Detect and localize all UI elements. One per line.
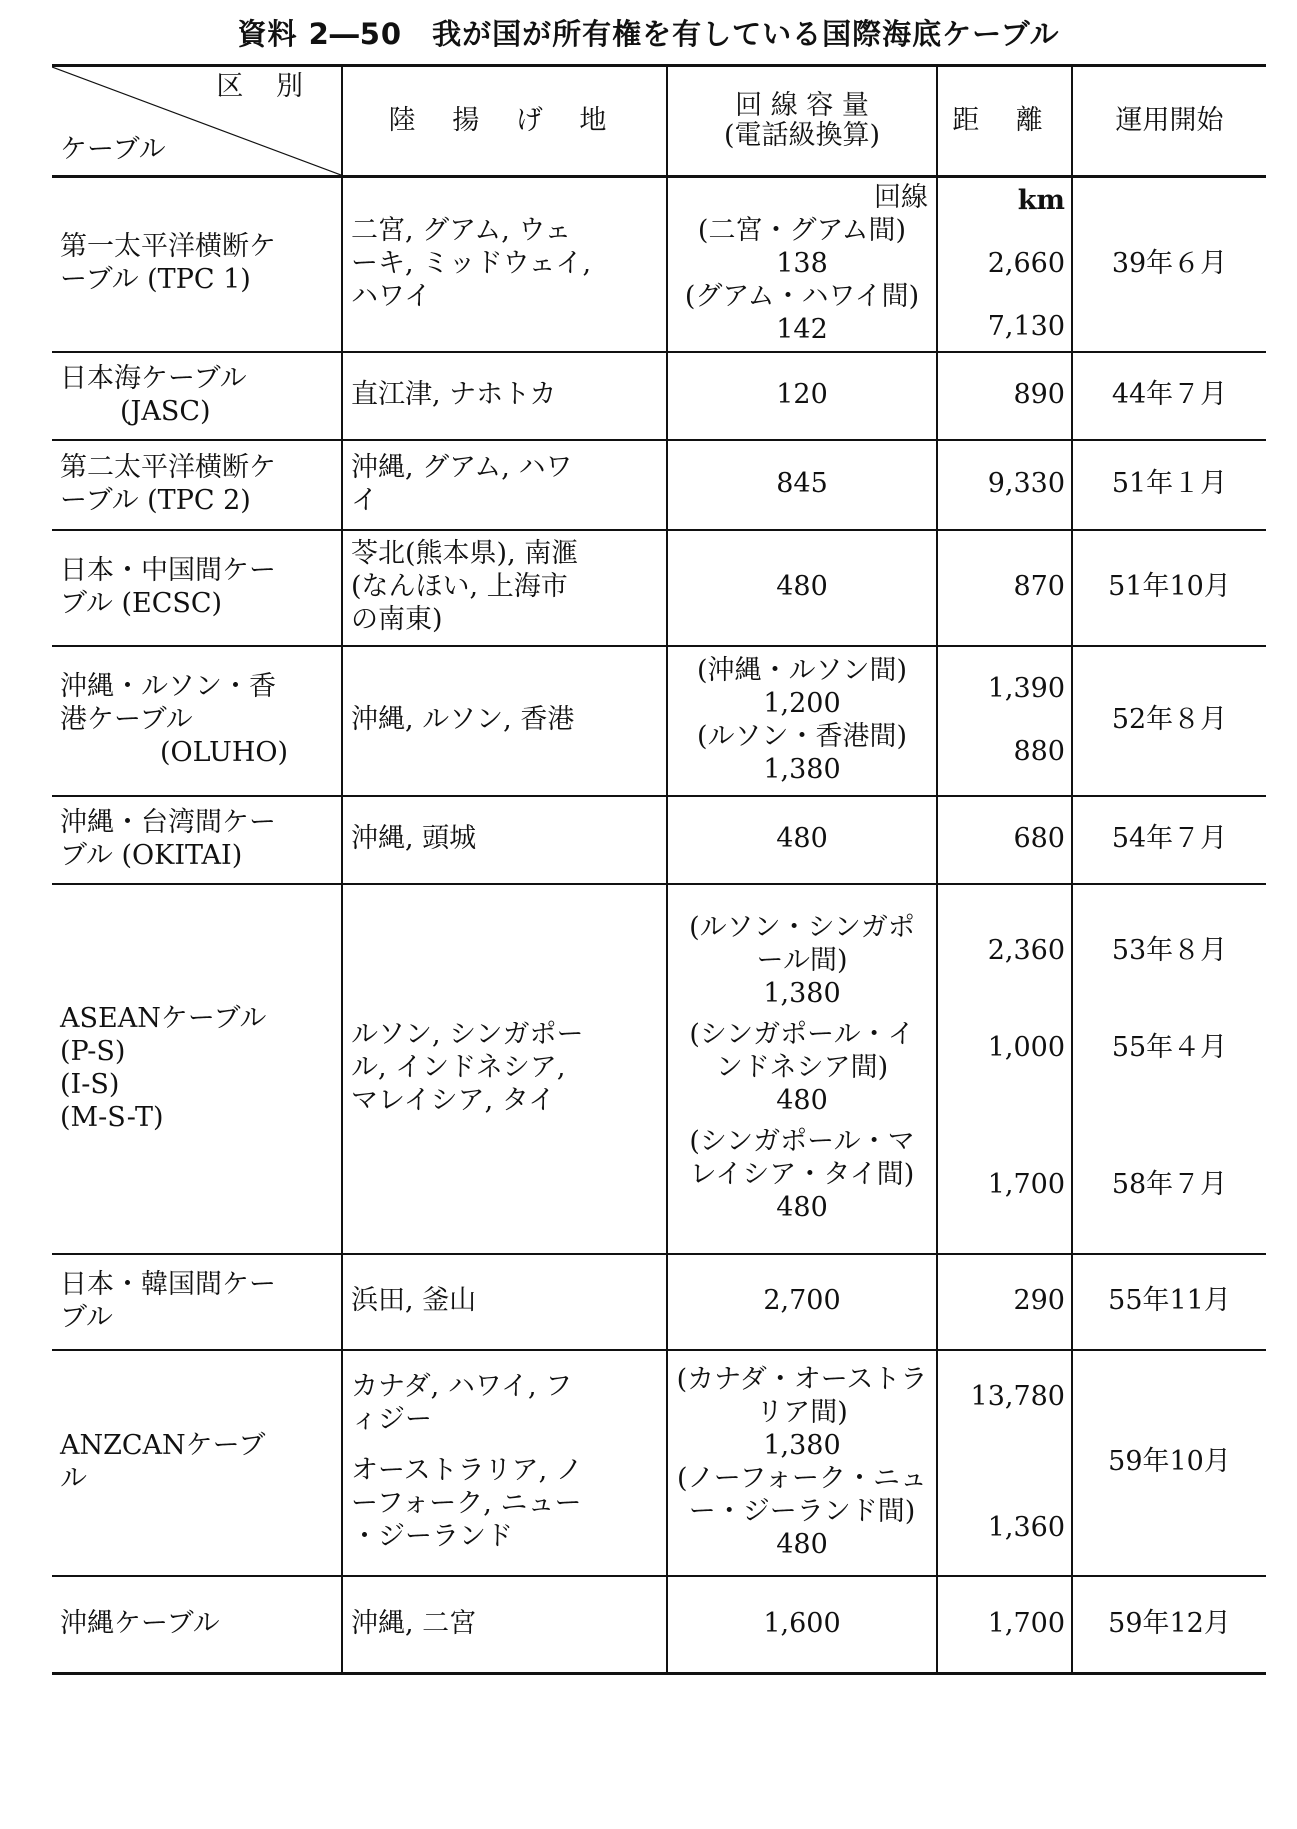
distance-cell: 890 [937,352,1072,440]
capacity-label: (カナダ・オーストラリア間) [676,1363,928,1428]
capacity-cell: 845 [667,440,937,530]
cable-name-line: ASEANケーブル [60,1002,267,1034]
landing-line: ーフォーク, ニュー [351,1488,582,1520]
landing-cell: 直江津, ナホトカ [342,352,667,440]
landing-line: イ [351,484,378,516]
start-value: 55年４月 [1111,1032,1228,1064]
landing-line: ルソン, シンガポー [351,1019,584,1051]
capacity-label: (ルソン・シンガポール間) [689,912,915,977]
landing-line: ィジー [351,1404,432,1436]
landing-cell: 沖縄, 二宮 [342,1576,667,1674]
landing-cell [342,530,667,646]
landing-line: (なんほい, 上海市 [351,571,568,603]
cable-name-line: 日本・中国間ケー [60,554,276,586]
table-row [52,177,1266,352]
landing-cell [342,440,667,530]
cable-name-line: ブル [60,1301,113,1333]
cable-name-line: ーブル (TPC 2) [60,484,251,516]
distance-cell: 680 [937,796,1072,884]
capacity-value: 1,200 [763,687,841,719]
capacity-cell: 480 [667,796,937,884]
table-row [52,440,1266,530]
distance-value: 1,000 [987,1032,1065,1064]
cable-name-cell [52,1254,342,1350]
cable-name-cell [52,530,342,646]
cable-name-line: 第一太平洋横断ケ [60,231,276,263]
table-row [52,1254,1266,1350]
capacity-cell [667,884,937,1254]
cable-name-cell [52,884,342,1254]
distance-value: 13,780 [970,1380,1065,1412]
capacity-cell: 2,700 [667,1254,937,1350]
landing-cell [342,884,667,1254]
capacity-cell [667,646,937,796]
start-cell: 54年７月 [1072,796,1266,884]
corner-cable-label: ケーブル [60,134,166,166]
capacity-value: 1,380 [763,753,841,785]
corner-header [52,66,342,177]
capacity-label: (シンガポール・マレイシア・タイ間) [689,1126,915,1191]
cable-name-cell [52,440,342,530]
cable-name-cell [52,177,342,352]
landing-line: 二宮, グアム, ウェ [351,214,572,246]
header-row [52,66,1266,177]
distance-value: 7,130 [987,310,1065,342]
capacity-cell: 120 [667,352,937,440]
distance-value: 2,360 [987,935,1065,967]
landing-cell: 浜田, 釜山 [342,1254,667,1350]
submarine-cable-table [52,64,1266,1675]
cable-name-cell: 沖縄ケーブル [60,1607,220,1639]
start-cell: 39年６月 [1072,177,1266,352]
distance-cell: 1,700 [937,1576,1072,1674]
cable-name-line: 第二太平洋横断ケ [60,451,276,483]
landing-line: 苓北(熊本県), 南滙 [351,538,579,570]
distance-value: 880 [1013,735,1065,767]
cable-name-line: ブル (OKITAI) [60,839,243,871]
distance-cell [937,884,1072,1254]
start-cell: 55年11月 [1072,1254,1266,1350]
start-header: 運用開始 [1072,66,1266,177]
table-title: 資料 2―50 我が国が所有権を有している国際海底ケーブル [237,17,1060,51]
capacity-header [667,66,937,177]
capacity-value: 138 [776,247,828,279]
start-cell: 51年１月 [1072,440,1266,530]
cable-name-cell [52,796,342,884]
capacity-header-line1: 回 線 容 量 [735,90,869,122]
start-cell: 44年７月 [1072,352,1266,440]
capacity-label: (ノーフォーク・ニュー・ジーランド間) [676,1462,928,1527]
landing-cell: 沖縄, 頭城 [342,796,667,884]
distance-value: 1,390 [987,672,1065,704]
distance-value: 1,360 [987,1511,1065,1543]
cable-name-line: ブル (ECSC) [60,587,223,619]
capacity-value: 1,380 [763,978,841,1010]
distance-cell [937,646,1072,796]
landing-line: マレイシア, タイ [351,1085,556,1117]
capacity-unit: 回線 [874,182,928,213]
cable-name-cell [52,1350,342,1576]
distance-cell [937,177,1072,352]
start-value: 58年７月 [1111,1169,1228,1201]
landing-header: 陸 揚 げ 地 [342,66,667,177]
cable-name-line: 沖縄・台湾間ケー [60,806,276,838]
table-row [52,352,1266,440]
table-row [52,1576,1266,1674]
capacity-cell: 480 [667,530,937,646]
start-cell: 59年12月 [1072,1576,1266,1674]
cable-name-line: 日本海ケーブル [60,362,247,394]
distance-value: 1,700 [987,1169,1065,1201]
distance-unit: km [1017,184,1065,216]
capacity-value: 480 [776,1528,828,1560]
landing-line: の南東) [351,604,443,636]
landing-line: ーキ, ミッドウェイ, [351,247,592,279]
cable-name-line: (I-S) [60,1068,120,1100]
landing-line: オーストラリア, ノ [351,1455,583,1487]
distance-value: 2,660 [987,247,1065,279]
table-row [52,884,1266,1254]
capacity-cell: 1,600 [667,1576,937,1674]
cable-name-cell [52,352,342,440]
landing-line: ハワイ [351,280,432,312]
distance-cell: 870 [937,530,1072,646]
distance-cell [937,1350,1072,1576]
start-cell: 52年８月 [1072,646,1266,796]
cable-name-line: (OLUHO) [160,737,289,769]
landing-cell [342,177,667,352]
start-value: 53年８月 [1111,935,1228,967]
landing-line: ル, インドネシア, [351,1052,566,1084]
cable-name-line: (M-S-T) [60,1101,164,1133]
cable-name-line: (P-S) [60,1035,126,1067]
distance-cell: 290 [937,1254,1072,1350]
distance-header: 距 離 [937,66,1072,177]
capacity-value: 480 [776,1191,828,1223]
capacity-label: (沖縄・ルソン間) [696,654,908,686]
capacity-label: (グアム・ハワイ間) [684,280,920,312]
capacity-label: (シンガポール・インドネシア間) [689,1019,915,1084]
capacity-value: 1,380 [763,1429,841,1461]
landing-line: カナダ, ハワイ, フ [351,1371,573,1403]
start-cell: 59年10月 [1072,1350,1266,1576]
cable-name-line: 港ケーブル [60,704,193,736]
landing-line: ・ジーランド [351,1521,513,1553]
landing-line: 沖縄, グアム, ハワ [351,451,573,483]
cable-name-line: 日本・韓国間ケー [60,1268,276,1300]
capacity-cell [667,1350,937,1576]
capacity-label: (ルソン・香港間) [696,720,908,752]
start-cell: 51年10月 [1072,530,1266,646]
start-cell [1072,884,1266,1254]
capacity-value: 480 [776,1085,828,1117]
cable-name-cell [52,646,342,796]
capacity-cell [667,177,937,352]
cable-name-line: ーブル (TPC 1) [60,264,251,296]
cable-name-line: ル [60,1462,87,1494]
cable-name-line: ANZCANケーブ [60,1429,266,1461]
landing-cell: 沖縄, ルソン, 香港 [342,646,667,796]
table-row [52,1350,1266,1576]
table-row [52,796,1266,884]
table-row [52,530,1266,646]
corner-category-label: 区 別 [216,71,315,102]
capacity-header-line2: (電話級換算) [723,120,881,151]
capacity-label: (二宮・グアム間) [697,214,907,246]
table-row [52,646,1266,796]
cable-name-line: (JASC) [120,395,211,427]
capacity-value: 142 [776,313,828,345]
cable-name-line: 沖縄・ルソン・香 [60,671,276,703]
distance-cell: 9,330 [937,440,1072,530]
landing-cell [342,1350,667,1576]
